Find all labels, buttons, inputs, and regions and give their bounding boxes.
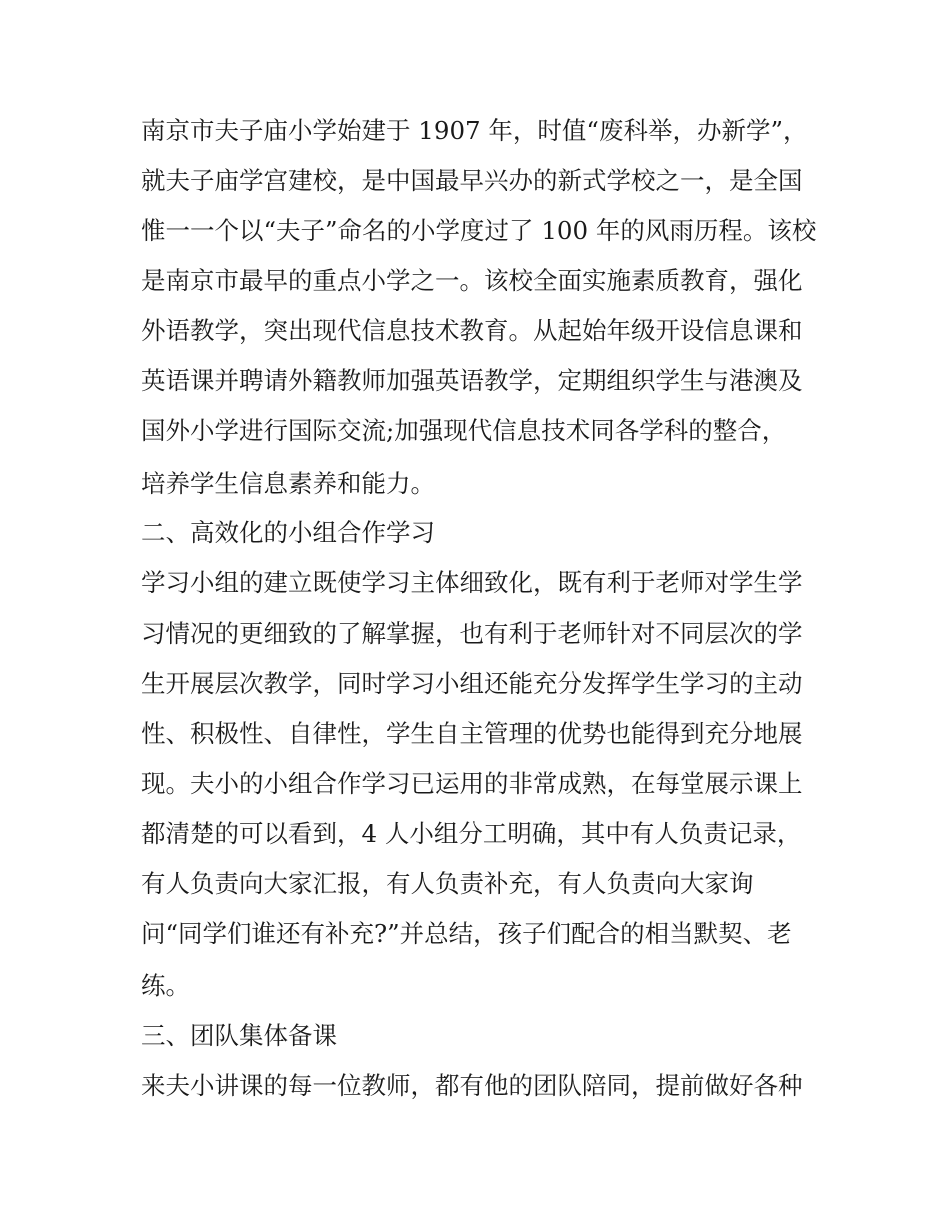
paragraph-line: 就夫子庙学宫建校，是中国最早兴办的新式学校之一，是全国 [141,166,803,195]
paragraph-line: 有人负责向大家汇报，有人负责补充，有人负责向大家询 [141,869,754,898]
paragraph-line: 都清楚的可以看到，4 人小组分工明确，其中有人负责记录， [141,819,802,848]
paragraph-line: 培养学生信息素养和能力。 [141,469,435,498]
paragraph-line: 问“同学们谁还有补充?”并总结，孩子们配合的相当默契、老 [141,919,792,948]
paragraph-line: 南京市夫子庙小学始建于 1907 年，时值“废科举，办新学”， [141,116,808,145]
section-heading: 三、团队集体备课 [141,1021,337,1050]
paragraph-line: 是南京市最早的重点小学之一。该校全面实施素质教育，强化 [141,266,803,295]
paragraph-line: 生开展层次教学，同时学习小组还能充分发挥学生学习的主动 [141,669,803,698]
paragraph-line: 外语教学，突出现代信息技术教育。从起始年级开设信息课和 [141,316,803,345]
paragraph-line: 学习小组的建立既使学习主体细致化，既有利于老师对学生学 [141,568,803,597]
paragraph-line: 英语课并聘请外籍教师加强英语教学，定期组织学生与港澳及 [141,366,803,395]
paragraph-line: 惟一一个以“夫子”命名的小学度过了 100 年的风雨历程。该校 [141,216,817,245]
paragraph-line: 性、积极性、自律性，学生自主管理的优势也能得到充分地展 [141,719,803,748]
paragraph-line: 来夫小讲课的每一位教师，都有他的团队陪同，提前做好各种 [141,1071,803,1100]
paragraph-line: 练。 [141,971,190,1000]
paragraph-line: 现。夫小的小组合作学习已运用的非常成熟，在每堂展示课上 [141,769,803,798]
section-heading: 二、高效化的小组合作学习 [141,518,435,547]
paragraph-line: 习情况的更细致的了解掌握，也有利于老师针对不同层次的学 [141,619,803,648]
paragraph-line: 国外小学进行国际交流;加强现代信息技术同各学科的整合， [141,416,787,445]
